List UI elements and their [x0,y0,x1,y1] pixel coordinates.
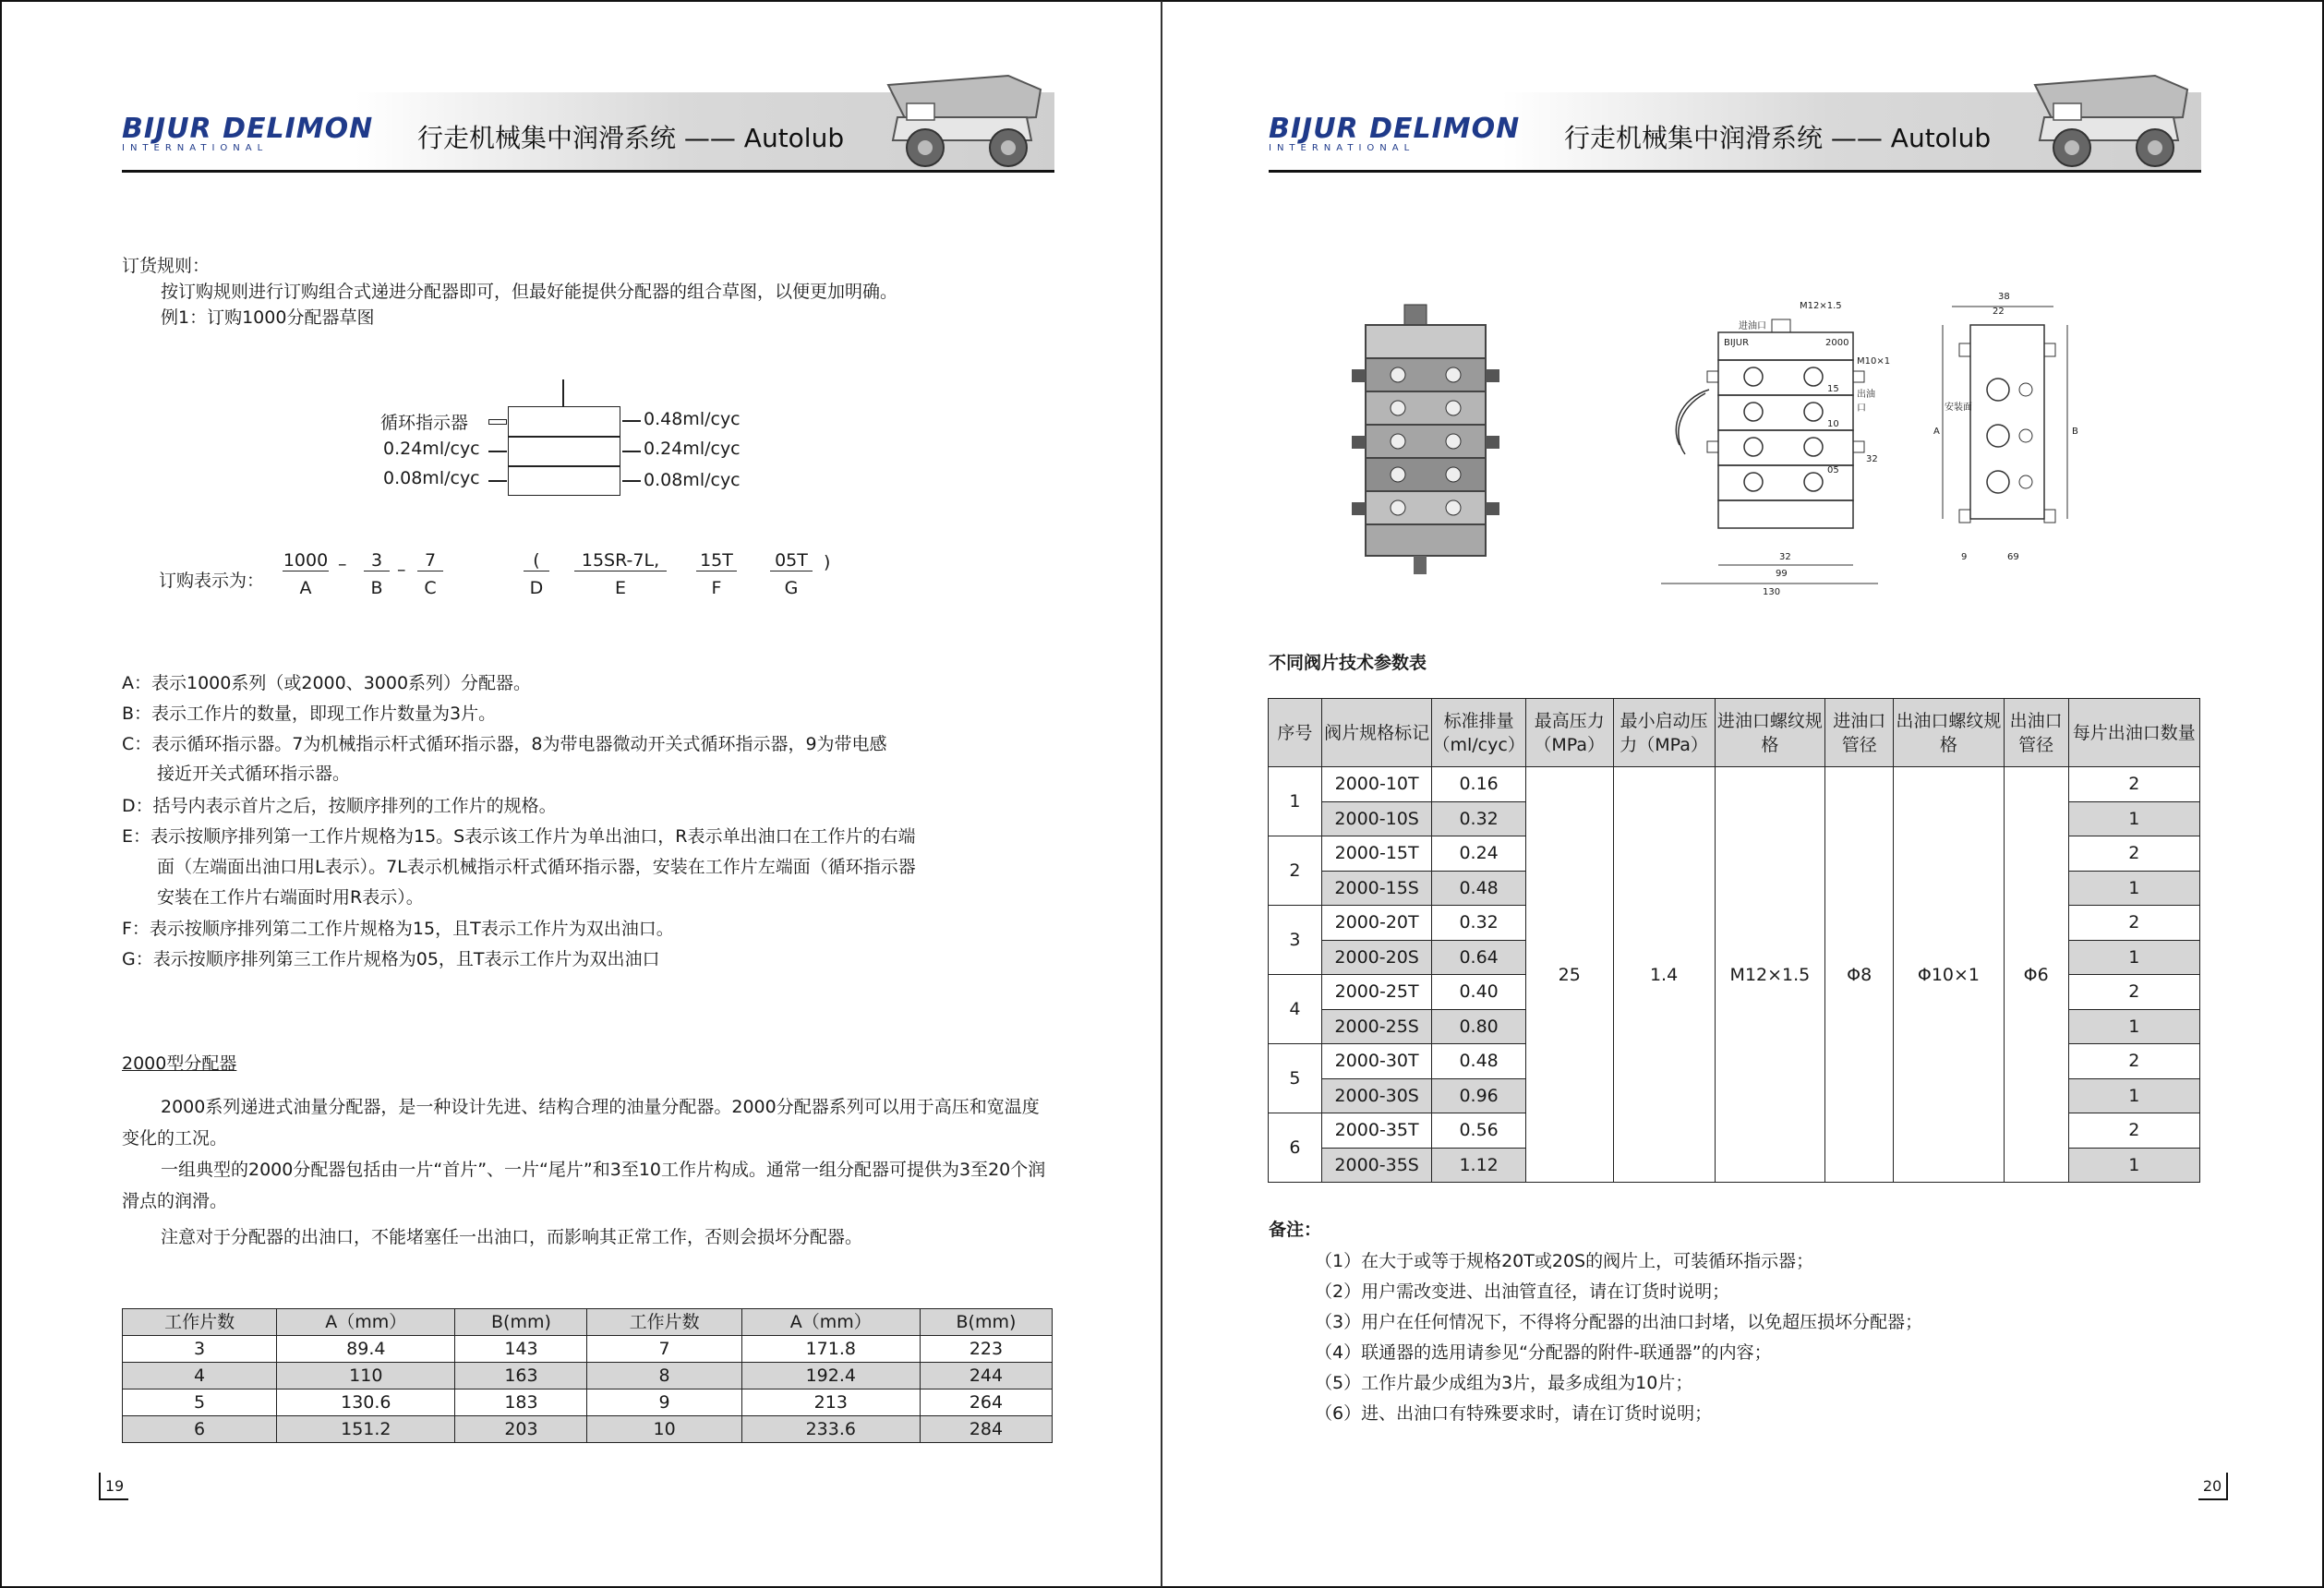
outlet-count: 1 [2068,801,2199,836]
drawing-label: A [1933,427,1940,437]
column-header: 工作片数 [587,1309,741,1336]
order-part-bottom: A [299,578,312,598]
explanation-line: 接近开关式循环指示器。 [157,764,351,784]
outlet-count: 2 [2068,1113,2199,1149]
sketch-right-label: 0.24ml/cyc [644,439,741,459]
order-part-bottom: B [370,578,383,598]
note-line: （4）联通器的选用请参见“分配器的附件-联通器”的内容； [1315,1342,1772,1363]
drawing-label: B [2072,427,2078,437]
valve-spec: 2000-20S [1321,940,1432,975]
table-cell: 203 [455,1416,587,1443]
row-number: 5 [1269,1044,1322,1113]
table-cell: 110 [277,1363,455,1390]
page-number: 20 [2198,1473,2228,1500]
valve-displacement: 0.24 [1432,836,1525,872]
valve-displacement: 0.40 [1432,975,1525,1010]
explanation-line: G：表示按顺序排列第三工作片规格为05，且T表示工作片为双出油口 [122,949,660,969]
table-cell: 192.4 [741,1363,920,1390]
explanation-line: E：表示按顺序排列第一工作片规格为15。S表示该工作片为单出油口，R表示单出油口在工作片的右端 [122,826,916,847]
drawing-label: BIJUR [1724,338,1750,348]
sketch-right-label: 0.48ml/cyc [644,409,741,429]
order-dash: – [338,554,347,574]
side-view-drawing [1933,288,2081,574]
outlet-count: 1 [2068,1078,2199,1113]
notes-heading: 备注： [1269,1220,1322,1240]
note-line: （6）进、出油口有特殊要求时，请在订货时说明； [1315,1403,1713,1424]
table-header-row [1269,699,2200,767]
drawing-label: 69 [2007,552,2019,562]
header-rule [122,170,1054,173]
valve-spec: 2000-35S [1321,1148,1432,1183]
table-cell: 233.6 [741,1416,920,1443]
header-title: 行走机械集中润滑系统 —— Autolub [1564,123,1992,153]
table-row [123,1416,1053,1443]
drawing-label: 32 [1866,454,1878,464]
row-number: 1 [1269,767,1322,836]
table-row [1269,767,2200,802]
min-start-pressure: 1.4 [1613,767,1715,1183]
header-rule [1269,170,2201,173]
table-row [123,1336,1053,1363]
outlet-count: 1 [2068,1009,2199,1044]
valve-spec: 2000-30T [1321,1044,1432,1079]
outlet-count: 1 [2068,1148,2199,1183]
outlet-count: 2 [2068,836,2199,872]
logo-sub-text: INTERNATIONAL [1269,143,1415,153]
valve-tech-table [1268,698,2200,1183]
order-part-top: 3 [364,550,390,571]
table-row [123,1390,1053,1416]
inlet-thread: M12×1.5 [1715,767,1825,1183]
sketch-left-label: 0.08ml/cyc [383,468,480,488]
valve-spec: 2000-25T [1321,975,1432,1010]
row-number: 3 [1269,906,1322,975]
valve-spec: 2000-15T [1321,836,1432,872]
column-header: 出油口管径 [2004,699,2068,767]
note-line: （1）在大于或等于规格20T或20S的阀片上，可装循环指示器； [1315,1251,1814,1271]
valve-spec: 2000-35T [1321,1113,1432,1149]
example-label: 例1：订购1000分配器草图 [161,307,375,328]
page-header [1269,66,2201,173]
order-dash: – [397,559,406,580]
order-label: 订购表示为： [159,571,265,591]
drawing-label: 38 [1998,292,2010,302]
section-title: 2000型分配器 [122,1053,237,1074]
order-rules-heading: 订货规则： [122,256,211,276]
table-cell: 6 [123,1416,277,1443]
order-part-top: 1000 [283,550,329,571]
order-part-top: 15T [696,550,737,571]
logo-main-text: BIJUR DELIMON [122,113,374,145]
drawing-label: 32 [1779,552,1791,562]
table-cell: 163 [455,1363,587,1390]
explanation-line: F：表示按顺序排列第二工作片规格为15，且T表示工作片为双出油口。 [122,919,674,939]
valve-displacement: 0.16 [1432,767,1525,802]
column-header: 标准排量（ml/cyc） [1432,699,1525,767]
drawing-label: 15 [1827,384,1839,394]
outlet-count: 2 [2068,767,2199,802]
outlet-count: 2 [2068,975,2199,1010]
table-cell: 264 [920,1390,1052,1416]
order-rules-text: 按订购规则进行订购组合式递进分配器即可，但最好能提供分配器的组合草图，以便更加明确。 [161,282,898,302]
sketch-left-label: 0.24ml/cyc [383,439,480,459]
order-part-top: 7 [417,550,443,571]
drawing-label: 10 [1827,419,1839,429]
valve-displacement: 0.32 [1432,801,1525,836]
front-view-drawing [1661,297,1891,611]
sketch-right-label: 0.08ml/cyc [644,470,741,490]
note-line: （2）用户需改变进、出油管直径，请在订货时说明； [1315,1281,1730,1302]
column-header: B(mm) [455,1309,587,1336]
outlet-count: 1 [2068,940,2199,975]
drawing-label: 出油口 [1857,390,1875,414]
table-cell: 130.6 [277,1390,455,1416]
valve-spec: 2000-25S [1321,1009,1432,1044]
order-part-top: ( [524,550,549,571]
order-part-top: 15SR-7L, [574,550,667,571]
column-header: 每片出油口数量 [2068,699,2199,767]
drawing-label: M12×1.5 [1800,301,1842,311]
table-cell: 89.4 [277,1336,455,1363]
table-cell: 143 [455,1336,587,1363]
table-cell: 10 [587,1416,741,1443]
max-pressure: 25 [1525,767,1613,1183]
row-number: 2 [1269,836,1322,906]
explanation-line: C：表示循环指示器。7为机械指示杆式循环指示器，8为带电器微动开关式循环指示器，9为带电感 [122,734,887,754]
brand-logo [1269,113,1521,153]
table-cell: 8 [587,1363,741,1390]
mining-truck-icon [2017,66,2201,168]
table-row [123,1363,1053,1390]
section-note: 注意对于分配器的出油口，不能堵塞任一出油口，而影响其正常工作，否则会损坏分配器。 [161,1227,863,1247]
explanation-line: 面（左端面出油口用L表示）。7L表示机械指示杆式循环指示器，安装在工作片左端面（循环指示器 [157,857,916,877]
order-part-bottom: D [529,578,544,598]
dimension-table [122,1308,1053,1443]
drawing-label: 进油口 [1739,321,1766,331]
explanation-line: B：表示工作片的数量，即现工作片数量为3片。 [122,704,497,724]
table-cell: 4 [123,1363,277,1390]
drawing-label: 9 [1961,552,1968,562]
explanation-line: 安装在工作片右端面时用R表示）。 [157,887,424,908]
note-line: （5）工作片最少成组为3片，最多成组为10片； [1315,1373,1693,1393]
table-cell: 7 [587,1336,741,1363]
table-cell: 151.2 [277,1416,455,1443]
table-header-row [123,1309,1053,1336]
column-header: 工作片数 [123,1309,277,1336]
valve-displacement: 0.64 [1432,940,1525,975]
distributor-photo [1347,295,1504,582]
drawing-label: 2000 [1825,338,1849,348]
column-header: 进油口螺纹规格 [1715,699,1825,767]
valve-spec: 2000-20T [1321,906,1432,941]
order-part-bottom: E [614,578,626,598]
valve-spec: 2000-10T [1321,767,1432,802]
inlet-pipe: Φ8 [1825,767,1894,1183]
explanation-line: A：表示1000系列（或2000、3000系列）分配器。 [122,673,532,693]
note-line: （3）用户在任何情况下，不得将分配器的出油口封堵，以免超压损坏分配器； [1315,1312,1923,1332]
valve-displacement: 0.48 [1432,871,1525,906]
column-header: 进油口管径 [1825,699,1894,767]
table-cell: 5 [123,1390,277,1416]
drawing-label: 安装面 [1945,403,1972,413]
outlet-count: 1 [2068,871,2199,906]
column-header: 最小启动压力（MPa） [1613,699,1715,767]
table-cell: 171.8 [741,1336,920,1363]
row-number: 4 [1269,975,1322,1044]
page-number: 19 [99,1473,128,1500]
column-header: 阀片规格标记 [1321,699,1432,767]
column-header: 出油口螺纹规格 [1894,699,2005,767]
valve-displacement: 1.12 [1432,1148,1525,1183]
outlet-count: 2 [2068,906,2199,941]
logo-main-text: BIJUR DELIMON [1269,113,1521,145]
mining-truck-icon [870,66,1054,168]
column-header: B(mm) [920,1309,1052,1336]
brand-logo [122,113,374,153]
valve-spec: 2000-10S [1321,801,1432,836]
explanation-line: D：括号内表示首片之后，按顺序排列的工作片的规格。 [122,796,557,816]
tech-table-title: 不同阀片技术参数表 [1269,653,1427,673]
valve-displacement: 0.48 [1432,1044,1525,1079]
outlet-pipe: Φ6 [2004,767,2068,1183]
distributor-sketch [371,376,759,500]
page-header [122,66,1054,173]
valve-displacement: 0.32 [1432,906,1525,941]
table-cell: 183 [455,1390,587,1416]
outlet-count: 2 [2068,1044,2199,1079]
table-cell: 244 [920,1363,1052,1390]
drawing-label: M10×1 [1857,356,1891,367]
column-header: 序号 [1269,699,1322,767]
drawing-label: 05 [1827,465,1839,475]
column-header: A（mm） [277,1309,455,1336]
section-paragraph: 一组典型的2000分配器包括由一片“首片”、一片“尾片”和3至10工作片构成。通常一组分配器可提供为3至20个润滑点的润滑。 [122,1160,1046,1211]
column-header: A（mm） [741,1309,920,1336]
drawing-label: 99 [1776,569,1788,579]
order-part-bottom: C [424,578,437,598]
table-cell: 213 [741,1390,920,1416]
valve-displacement: 0.96 [1432,1078,1525,1113]
sketch-left-label: 循环指示器 [380,413,469,433]
section-paragraph: 2000系列递进式油量分配器，是一种设计先进、结构合理的油量分配器。2000分配器系列可以用于高压和宽温度变化的工况。 [122,1097,1040,1149]
table-cell: 9 [587,1390,741,1416]
order-part-bottom: G [784,578,799,598]
order-close-paren: ) [824,552,831,572]
table-cell: 284 [920,1416,1052,1443]
valve-displacement: 0.56 [1432,1113,1525,1149]
drawing-label: 130 [1763,587,1781,597]
outlet-thread: Φ10×1 [1894,767,2005,1183]
row-number: 6 [1269,1113,1322,1183]
order-part-bottom: F [711,578,722,598]
drawing-label: 22 [1993,307,2005,317]
table-cell: 223 [920,1336,1052,1363]
logo-sub-text: INTERNATIONAL [122,143,269,153]
table-cell: 3 [123,1336,277,1363]
order-part-top: 05T [770,550,813,571]
valve-spec: 2000-15S [1321,871,1432,906]
header-title: 行走机械集中润滑系统 —— Autolub [417,123,845,153]
valve-displacement: 0.80 [1432,1009,1525,1044]
column-header: 最高压力（MPa） [1525,699,1613,767]
valve-spec: 2000-30S [1321,1078,1432,1113]
